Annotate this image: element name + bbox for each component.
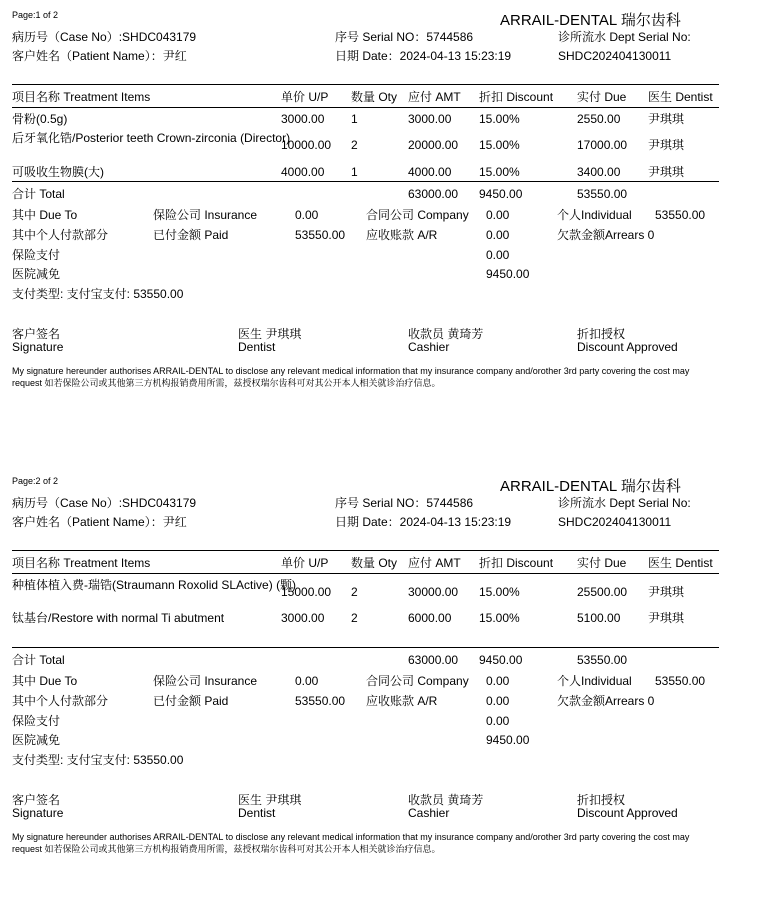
total-due: 53550.00 — [577, 653, 628, 667]
cashier-en: Cashier — [408, 340, 450, 354]
insurance-pay-label: 保险支付 — [12, 248, 61, 262]
ar-value: 0.00 — [486, 228, 510, 242]
brand-name: ARRAIL-DENTAL 瑞尔齿科 — [500, 12, 681, 29]
item-name: 可吸收生物膜(大) — [12, 165, 104, 179]
divider — [12, 550, 719, 551]
company-label: 合同公司 Company — [366, 674, 469, 688]
item-due: 25500.00 — [577, 585, 628, 599]
col-header-items: 项目名称 Treatment Items — [12, 556, 151, 570]
col-header-due: 实付 Due — [577, 556, 627, 570]
cashier-en: Cashier — [408, 806, 450, 820]
item-unit-price: 15000.00 — [281, 585, 332, 599]
item-amount: 6000.00 — [408, 611, 452, 625]
item-quantity: 2 — [351, 611, 358, 625]
item-dentist: 尹琪琪 — [648, 112, 685, 126]
total-amount: 63000.00 — [408, 187, 459, 201]
divider — [12, 84, 719, 85]
discount-approved-en: Discount Approved — [577, 806, 678, 820]
total-discount: 9450.00 — [479, 187, 523, 201]
ar-value: 0.00 — [486, 694, 510, 708]
item-discount: 15.00% — [479, 138, 520, 152]
insurance-label: 保险公司 Insurance — [153, 674, 258, 688]
dentist-signature-en: Dentist — [238, 806, 276, 820]
total-label: 合计 Total — [12, 187, 65, 201]
dept-serial-label: 诊所流水 Dept Serial No: — [558, 30, 691, 44]
personal-part-label: 其中个人付款部分 — [12, 228, 109, 242]
disclaimer: My signature hereunder authorises ARRAIL-DENTAL to disclose any relevant medical information that my insurance company and/orother 3rd party covering the cost may request 如若保险公司或其他第三方机构报销费用所需，兹授权瑞尔齿科可对其公开本人相关就诊治疗信息。 — [12, 832, 690, 854]
item-unit-price: 3000.00 — [281, 112, 325, 126]
col-header-unit-price: 单价 U/P — [281, 90, 329, 104]
case-no: 病历号（Case No）:SHDC043179 — [12, 30, 197, 44]
divider — [12, 573, 719, 574]
col-header-quantity: 数量 Oty — [351, 556, 398, 570]
signature-label-en: Signature — [12, 340, 64, 354]
item-name: 骨粉(0.5g) — [12, 112, 68, 126]
item-dentist: 尹琪琪 — [648, 138, 685, 152]
paid-value: 53550.00 — [295, 694, 346, 708]
item-due: 5100.00 — [577, 611, 621, 625]
payment-type: 支付类型: 支付宝支付: 53550.00 — [12, 753, 184, 767]
dentist-signature-en: Dentist — [238, 340, 276, 354]
case-no: 病历号（Case No）:SHDC043179 — [12, 496, 197, 510]
item-unit-price: 4000.00 — [281, 165, 325, 179]
individual-label: 个人Individual — [557, 674, 632, 688]
signature-label-cn: 客户签名 — [12, 327, 61, 341]
individual-value: 53550.00 — [655, 208, 706, 222]
cashier-cn: 收款员 黄琦芳 — [408, 793, 484, 807]
item-name: 后牙氧化锆/Posterior teeth Crown-zirconia (Director) — [12, 131, 291, 145]
hospital-reduce-label: 医院减免 — [12, 267, 61, 281]
item-due: 2550.00 — [577, 112, 621, 126]
dept-serial-value: SHDC202404130011 — [558, 515, 672, 529]
hospital-reduce-value: 9450.00 — [486, 267, 530, 281]
company-value: 0.00 — [486, 674, 510, 688]
page-label: Page:1 of 2 — [12, 10, 59, 20]
item-dentist: 尹琪琪 — [648, 585, 685, 599]
item-amount: 20000.00 — [408, 138, 459, 152]
signature-label-en: Signature — [12, 806, 64, 820]
divider — [12, 107, 719, 108]
company-label: 合同公司 Company — [366, 208, 469, 222]
item-amount: 30000.00 — [408, 585, 459, 599]
hospital-reduce-label: 医院减免 — [12, 733, 61, 747]
visit-date: 日期 Date：2024-04-13 15:23:19 — [335, 49, 512, 63]
paid-label: 已付金额 Paid — [153, 228, 229, 242]
due-to-label: 其中 Due To — [12, 208, 78, 222]
ar-label: 应收账款 A/R — [366, 694, 438, 708]
visit-date: 日期 Date：2024-04-13 15:23:19 — [335, 515, 512, 529]
discount-approved-cn: 折扣授权 — [577, 793, 626, 807]
total-due: 53550.00 — [577, 187, 628, 201]
col-header-dentist: 医生 Dentist — [648, 556, 713, 570]
divider — [12, 647, 719, 648]
item-amount: 4000.00 — [408, 165, 452, 179]
insurance-value: 0.00 — [295, 208, 319, 222]
total-discount: 9450.00 — [479, 653, 523, 667]
dentist-signature-cn: 医生 尹琪琪 — [238, 327, 302, 341]
signature-label-cn: 客户签名 — [12, 793, 61, 807]
col-header-discount: 折扣 Discount — [479, 90, 554, 104]
payment-type: 支付类型: 支付宝支付: 53550.00 — [12, 287, 184, 301]
paid-label: 已付金额 Paid — [153, 694, 229, 708]
col-header-dentist: 医生 Dentist — [648, 90, 713, 104]
item-discount: 15.00% — [479, 165, 520, 179]
personal-part-label: 其中个人付款部分 — [12, 694, 109, 708]
patient-name: 客户姓名（Patient Name）：尹红 — [12, 515, 187, 529]
insurance-value: 0.00 — [295, 674, 319, 688]
individual-value: 53550.00 — [655, 674, 706, 688]
col-header-items: 项目名称 Treatment Items — [12, 90, 151, 104]
serial-no: 序号 Serial NO：5744586 — [335, 30, 474, 44]
arrears: 欠款金额Arrears 0 — [557, 228, 655, 242]
item-quantity: 1 — [351, 165, 358, 179]
item-discount: 15.00% — [479, 611, 520, 625]
item-quantity: 2 — [351, 138, 358, 152]
col-header-amount: 应付 AMT — [408, 556, 461, 570]
due-to-label: 其中 Due To — [12, 674, 78, 688]
insurance-label: 保险公司 Insurance — [153, 208, 258, 222]
item-unit-price: 10000.00 — [281, 138, 332, 152]
col-header-unit-price: 单价 U/P — [281, 556, 329, 570]
item-amount: 3000.00 — [408, 112, 452, 126]
discount-approved-cn: 折扣授权 — [577, 327, 626, 341]
item-due: 3400.00 — [577, 165, 621, 179]
dept-serial-label: 诊所流水 Dept Serial No: — [558, 496, 691, 510]
insurance-pay-value: 0.00 — [486, 248, 510, 262]
item-unit-price: 3000.00 — [281, 611, 325, 625]
insurance-pay-label: 保险支付 — [12, 714, 61, 728]
item-due: 17000.00 — [577, 138, 628, 152]
divider — [12, 181, 719, 182]
individual-label: 个人Individual — [557, 208, 632, 222]
receipt-page-2 — [0, 466, 763, 897]
cashier-cn: 收款员 黄琦芳 — [408, 327, 484, 341]
paid-value: 53550.00 — [295, 228, 346, 242]
dept-serial-value: SHDC202404130011 — [558, 49, 672, 63]
item-name: 钛基台/Restore with normal Ti abutment — [12, 611, 225, 625]
arrears: 欠款金额Arrears 0 — [557, 694, 655, 708]
company-value: 0.00 — [486, 208, 510, 222]
col-header-discount: 折扣 Discount — [479, 556, 554, 570]
ar-label: 应收账款 A/R — [366, 228, 438, 242]
item-quantity: 2 — [351, 585, 358, 599]
brand-name: ARRAIL-DENTAL 瑞尔齿科 — [500, 478, 681, 495]
total-label: 合计 Total — [12, 653, 65, 667]
col-header-quantity: 数量 Oty — [351, 90, 398, 104]
item-quantity: 1 — [351, 112, 358, 126]
receipt-page-1 — [0, 0, 763, 431]
insurance-pay-value: 0.00 — [486, 714, 510, 728]
item-discount: 15.00% — [479, 585, 520, 599]
hospital-reduce-value: 9450.00 — [486, 733, 530, 747]
item-discount: 15.00% — [479, 112, 520, 126]
discount-approved-en: Discount Approved — [577, 340, 678, 354]
item-dentist: 尹琪琪 — [648, 165, 685, 179]
total-amount: 63000.00 — [408, 653, 459, 667]
col-header-due: 实付 Due — [577, 90, 627, 104]
disclaimer: My signature hereunder authorises ARRAIL-DENTAL to disclose any relevant medical information that my insurance company and/orother 3rd party covering the cost may request 如若保险公司或其他第三方机构报销费用所需，兹授权瑞尔齿科可对其公开本人相关就诊治疗信息。 — [12, 366, 690, 388]
patient-name: 客户姓名（Patient Name）：尹红 — [12, 49, 187, 63]
col-header-amount: 应付 AMT — [408, 90, 461, 104]
serial-no: 序号 Serial NO：5744586 — [335, 496, 474, 510]
item-dentist: 尹琪琪 — [648, 611, 685, 625]
dentist-signature-cn: 医生 尹琪琪 — [238, 793, 302, 807]
page-label: Page:2 of 2 — [12, 476, 59, 486]
item-name: 种植体植入费-瑞锆(Straumann Roxolid SLActive) (颗) — [12, 578, 297, 592]
